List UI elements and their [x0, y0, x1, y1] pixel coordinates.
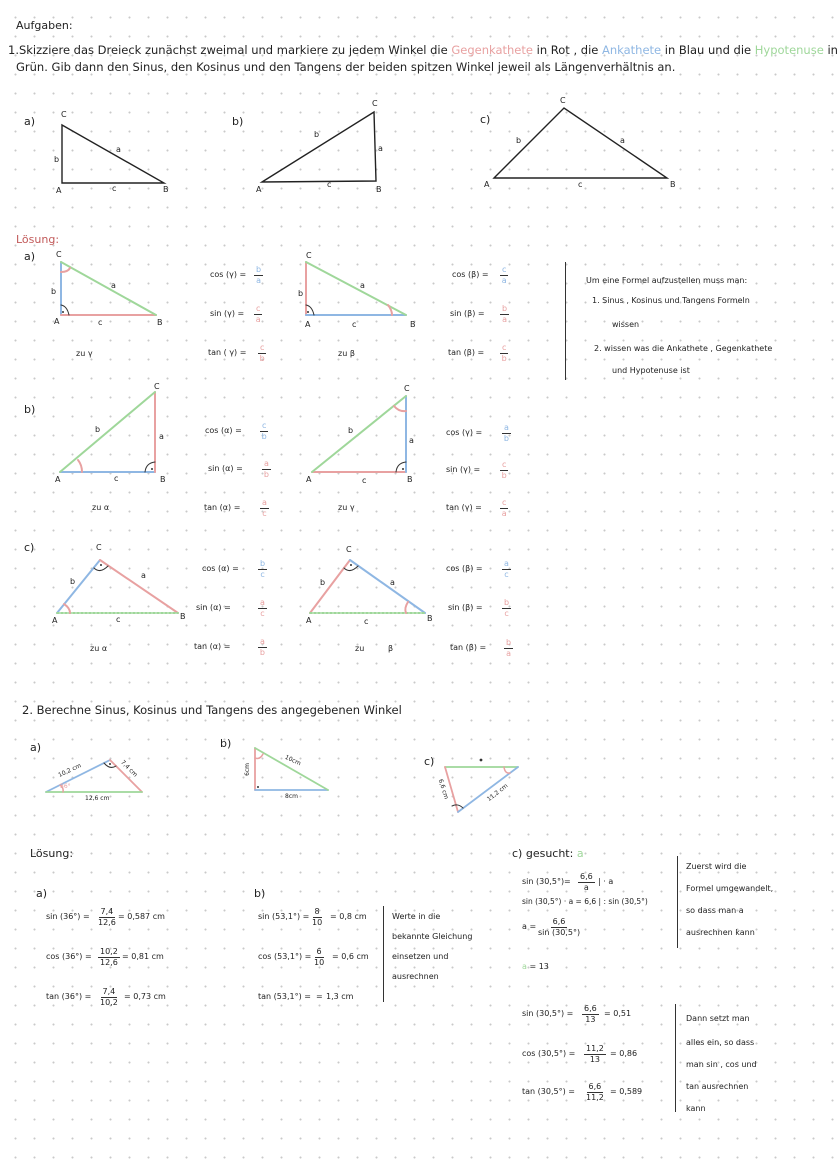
- sol-c-left-dot: [100, 564, 102, 566]
- num: 7,4: [100, 907, 114, 916]
- t2a-angle: 36°: [60, 783, 71, 790]
- sb-l-A: A: [55, 475, 61, 484]
- t2c-angle-mark: [504, 767, 510, 773]
- fn: cos (α) =: [205, 426, 242, 435]
- num: a: [260, 598, 265, 607]
- fn: tan (α) =: [194, 642, 231, 651]
- sol-c-right-caption: zu: [355, 644, 365, 653]
- sol-a-right-caption: zu β: [338, 349, 355, 358]
- task1-mid1: in Rot , die: [536, 43, 599, 57]
- sol-b-right-angle-gamma: [394, 406, 406, 411]
- den: b: [259, 648, 265, 657]
- fn: cos (β) =: [446, 564, 483, 573]
- sol2c-l3-frac: [538, 918, 580, 937]
- sol-b-right-side-b: [312, 396, 406, 472]
- sb-l-a: a: [159, 432, 164, 441]
- sb-r-c: c: [362, 476, 367, 485]
- den: b: [503, 434, 509, 443]
- num: a: [264, 459, 269, 468]
- sa-r-C: C: [306, 251, 312, 260]
- frac: [258, 344, 266, 363]
- sol-c-right-side-a: [350, 560, 425, 613]
- num: c: [502, 265, 507, 274]
- task1-triangle-b: [262, 112, 376, 182]
- sol1-label-b: b): [24, 403, 36, 416]
- den: a: [502, 315, 507, 324]
- num: c: [262, 421, 267, 430]
- t2c-dot: [480, 759, 483, 762]
- num: b: [502, 304, 508, 313]
- frac: [262, 460, 271, 479]
- sol-b-right-right-angle: [396, 462, 406, 472]
- frac: [98, 908, 116, 927]
- res: = 0,6 cm: [332, 952, 369, 961]
- num: 6,6: [552, 917, 566, 926]
- task1-end: in: [827, 43, 838, 57]
- sol2c-note1-line: so dass man a: [686, 906, 744, 915]
- t2a-label-left: 10,2 cm: [57, 762, 83, 779]
- t1c-side-b: b: [516, 136, 522, 145]
- sol2c-l1-op: | · a: [598, 877, 614, 886]
- sol2c-header-text: c) gesucht:: [512, 847, 574, 860]
- note1-item1b: wissen: [612, 320, 640, 329]
- fn: tan (36°) =: [46, 992, 92, 1001]
- sol2b-tan-eq: =: [316, 992, 323, 1001]
- task1-mid2: in Blau und die: [664, 43, 752, 57]
- task1-label-b: b): [232, 115, 244, 128]
- task1-text-line1: [8, 44, 838, 57]
- res: = 0,81 cm: [122, 952, 164, 961]
- num: c: [256, 304, 261, 313]
- t1a-side-a: a: [116, 145, 121, 154]
- sol2b-note-line: einsetzen und: [392, 952, 449, 961]
- fn: sin (β) =: [448, 603, 483, 612]
- sol2c-note2-line: tan ausrechnen: [686, 1082, 749, 1091]
- sol-b-left-angle-alpha: [78, 460, 82, 472]
- sol-c-left-angle-alpha: [64, 604, 70, 613]
- t1a-side-c: c: [112, 184, 117, 193]
- sol2c-divider1: [677, 856, 678, 948]
- den: c: [260, 609, 265, 618]
- frac: [586, 1083, 604, 1102]
- res: = 0,587 cm: [118, 912, 165, 921]
- fn: sin (γ) =: [210, 309, 245, 318]
- sb-l-B: B: [160, 475, 166, 484]
- sol-c-right-dot: [350, 564, 352, 566]
- den: b: [263, 470, 269, 479]
- t1c-vertex-C: C: [560, 96, 566, 105]
- num: b: [256, 265, 262, 274]
- num: a: [260, 637, 265, 646]
- den: 10: [314, 958, 325, 967]
- sol-c-left-caption: zu α: [90, 644, 108, 653]
- fn: sin (53,1°) =: [258, 912, 310, 921]
- note1-item2b: und Hypotenuse ist: [612, 366, 690, 375]
- t1c-side-a: a: [620, 136, 625, 145]
- fn: tan (β) =: [450, 643, 487, 652]
- num: 6,6: [580, 872, 593, 881]
- frac: [100, 988, 118, 1007]
- num: 7,4: [102, 987, 116, 996]
- task1-prefix: 1.Skizziere das Dreieck zunächst zweimal und markiere zu jedem Winkel die: [8, 43, 448, 57]
- den: b: [501, 471, 507, 480]
- sc-l-C: C: [96, 543, 102, 552]
- fn: sin (36°) =: [46, 912, 90, 921]
- sc-l-a: a: [141, 571, 146, 580]
- num: a: [504, 559, 509, 568]
- sc-l-b: b: [70, 577, 76, 586]
- sol2c-l2: sin (30,5°) · a = 6,6 | : sin (30,5°): [522, 897, 648, 906]
- sol-b-left-side-b: [60, 392, 155, 472]
- fn: cos (α) =: [202, 564, 239, 573]
- num: c: [502, 498, 507, 507]
- fn: sin (30,5°) =: [522, 1009, 574, 1018]
- t1b-vertex-C: C: [372, 99, 378, 108]
- note1-line1: Um eine Formel aufzustellen muss man:: [586, 276, 748, 285]
- frac: [258, 560, 267, 579]
- frac: [502, 560, 511, 579]
- t1a-vertex-A: A: [56, 186, 62, 195]
- sol-b-left-dot: [151, 468, 153, 470]
- sol2c-header: [512, 848, 584, 861]
- sol2c-note2-line: alles ein, so dass: [686, 1038, 755, 1047]
- sa-r-B: B: [410, 320, 416, 329]
- sb-r-b: b: [348, 426, 354, 435]
- den: c: [504, 570, 509, 579]
- frac: [500, 344, 508, 363]
- sb-l-b: b: [95, 425, 101, 434]
- sol2c-note1-line: ausrechnen kann: [686, 928, 755, 937]
- num: b: [506, 638, 512, 647]
- task2-label-c: c): [424, 755, 435, 768]
- den: 10,2: [100, 998, 118, 1007]
- sol-a-right-dot: [307, 311, 309, 313]
- task1-text-line2: Grün. Gib dann den Sinus, den Kosinus und den Tangens der beiden spitzen Winkel jeweil als Längenverhältnis an.: [16, 60, 676, 74]
- frac: [584, 1045, 606, 1064]
- fn: sin (γ) =: [446, 465, 481, 474]
- fn: sin (α) =: [196, 603, 231, 612]
- num: b: [504, 598, 510, 607]
- sol2b-note-line: Werte in die: [392, 912, 441, 921]
- num: 11,2: [586, 1044, 604, 1053]
- sc-r-a: a: [390, 578, 395, 587]
- sol-a-left-angle-gamma: [61, 268, 70, 272]
- fn: cos (γ) =: [210, 270, 247, 279]
- sol2c-divider2: [675, 1004, 676, 1112]
- frac: [500, 499, 508, 518]
- t1b-side-a: a: [378, 144, 383, 153]
- sol2c-note2-line: Dann setzt man: [686, 1014, 750, 1023]
- sa-r-a: a: [360, 281, 365, 290]
- den: b: [261, 432, 267, 441]
- sol-b-left-caption: zu α: [92, 503, 110, 512]
- t1b-vertex-B: B: [376, 185, 382, 194]
- sol2c-l4-val: = 13: [529, 962, 549, 971]
- task2-label-b: b): [220, 737, 232, 750]
- t1c-vertex-B: B: [670, 180, 676, 189]
- sol2b-divider: [383, 906, 384, 1002]
- sol-a-right-right-angle: [306, 305, 314, 315]
- task2-label-a: a): [30, 741, 42, 754]
- sol-a-left-dot: [62, 311, 64, 313]
- sol-a-left-side-a: [61, 262, 156, 315]
- frac: [312, 908, 322, 927]
- sa-l-c: c: [98, 318, 103, 327]
- sol-a-left-right-angle: [61, 305, 69, 315]
- note1-item1a: 1. Sinus , Kosinus und Tangens Formeln: [592, 296, 750, 305]
- res: 1,3 cm: [326, 992, 354, 1001]
- t1b-vertex-A: A: [256, 185, 262, 194]
- num: c: [502, 343, 507, 352]
- t1c-side-c: c: [578, 180, 583, 189]
- fn: cos (36°) =: [46, 952, 92, 961]
- den: a: [501, 509, 507, 518]
- word-gegenkathete: Gegenkathete: [451, 43, 533, 57]
- word-ankathete: Ankathete: [602, 43, 662, 57]
- sol-b-left-right-angle: [145, 462, 155, 472]
- num: c: [260, 343, 265, 352]
- sc-l-c: c: [116, 615, 121, 624]
- sb-l-c: c: [114, 474, 119, 483]
- num: 8: [314, 907, 320, 916]
- frac: [258, 599, 267, 618]
- sol2c-l4-var: a: [522, 962, 527, 971]
- sol-b-right-dot: [402, 468, 404, 470]
- sa-r-b: b: [298, 289, 304, 298]
- t2b-dot: [257, 786, 259, 788]
- frac: [500, 461, 508, 480]
- sc-r-C: C: [346, 545, 352, 554]
- sc-l-A: A: [52, 616, 58, 625]
- fn: cos (30,5°) =: [522, 1049, 576, 1058]
- frac: [254, 266, 263, 285]
- sa-l-b: b: [51, 287, 57, 296]
- loesung1-title: Lösung:: [16, 233, 60, 246]
- den: a: [583, 883, 589, 892]
- fn: cos (53,1°) =: [258, 952, 312, 961]
- frac: [500, 266, 508, 285]
- sol2b-note-line: bekannte Gleichung: [392, 932, 473, 941]
- t1b-side-c: c: [327, 180, 332, 189]
- sol2c-header-var: a: [576, 847, 584, 860]
- t1a-vertex-B: B: [163, 185, 169, 194]
- note1-divider: [565, 262, 566, 380]
- frac: [504, 639, 513, 658]
- num: a: [262, 498, 267, 507]
- sol2c-note1-line: Formel umgewandelt,: [686, 884, 774, 893]
- sol2c-note2-line: man sin , cos und: [686, 1060, 757, 1069]
- fn: tan (β) =: [448, 348, 485, 357]
- den: b: [259, 354, 265, 363]
- num: 6: [316, 947, 322, 956]
- t2b-angle-mark: [255, 754, 263, 759]
- den: a: [255, 315, 261, 324]
- res: = 0,589: [610, 1087, 643, 1096]
- sol2c-note1-line: Zuerst wird die: [686, 862, 747, 871]
- sol2c-note2-line: kann: [686, 1104, 706, 1113]
- t2a-label-right: 7,4 cm: [119, 759, 139, 779]
- sol-c-right-angle-beta: [405, 602, 408, 613]
- fn: cos (γ) =: [446, 428, 483, 437]
- den: sin (30,5°): [538, 928, 581, 937]
- fn: tan (53,1°) =: [258, 992, 311, 1001]
- frac: [500, 305, 509, 324]
- task2-title: 2. Berechne Sinus, Kosinus und Tangens des angegebenen Winkel: [22, 703, 402, 717]
- fn: sin (α) =: [208, 464, 243, 473]
- t1a-side-b: b: [54, 155, 60, 164]
- sol2a-label: a): [36, 887, 48, 900]
- num: c: [502, 460, 507, 469]
- frac: [502, 599, 511, 618]
- sol2b-note-line: ausrechnen: [392, 972, 439, 981]
- sol2c-l1-frac: [578, 873, 595, 892]
- sb-r-a: a: [409, 436, 414, 445]
- res: = 0,73 cm: [124, 992, 166, 1001]
- frac: [314, 948, 324, 967]
- den: a: [501, 276, 507, 285]
- den: 12,6: [100, 958, 118, 967]
- sol-c-right-caption2: β: [388, 644, 394, 653]
- frac: [260, 422, 268, 441]
- frac: [254, 305, 262, 324]
- word-hypotenuse: Hypotenuse: [754, 43, 824, 57]
- fn: sin (β) =: [450, 309, 485, 318]
- fn: tan (α) =: [204, 503, 241, 512]
- fn: tan ( γ) =: [208, 348, 247, 357]
- num: b: [260, 559, 266, 568]
- sa-l-C: C: [56, 250, 62, 259]
- sol-b-right-caption: zu γ: [338, 503, 355, 512]
- sb-r-A: A: [306, 475, 312, 484]
- den: c: [262, 509, 267, 518]
- sol-c-left-side-a: [100, 560, 178, 613]
- fn: tan (30,5°) =: [522, 1087, 575, 1096]
- den: 12,6: [98, 918, 116, 927]
- den: c: [260, 570, 265, 579]
- t2a-dot: [109, 763, 111, 765]
- den: 10: [312, 918, 323, 927]
- res: = 0,86: [610, 1049, 638, 1058]
- heading: Aufgaben:: [16, 19, 73, 32]
- t2c-label-left: 6,6 cm: [436, 778, 450, 801]
- sol-a-right-side-a: [306, 262, 406, 315]
- den: 13: [589, 1055, 600, 1064]
- sc-r-A: A: [306, 616, 312, 625]
- sol2c-l3-lhs: a =: [522, 922, 537, 931]
- sol2c-l1-fn: sin (30,5°)=: [522, 877, 571, 886]
- sb-r-B: B: [407, 475, 413, 484]
- t2a-label-base: 12,6 cm: [85, 795, 110, 802]
- frac: [582, 1005, 599, 1024]
- num: 10,2: [100, 947, 118, 956]
- t2b-label-left: 6cm: [244, 762, 252, 776]
- sa-l-B: B: [157, 318, 163, 327]
- sc-l-B: B: [180, 612, 186, 621]
- sol2b-label: b): [254, 887, 266, 900]
- den: c: [504, 609, 509, 618]
- fn: tan (γ) =: [446, 503, 482, 512]
- task1-label-a: a): [24, 115, 36, 128]
- sb-r-C: C: [404, 384, 410, 393]
- frac: [98, 948, 120, 967]
- fn: cos (β) =: [452, 270, 489, 279]
- sa-l-A: A: [54, 317, 60, 326]
- den: 11,2: [586, 1093, 604, 1102]
- sc-r-b: b: [320, 578, 326, 587]
- den: b: [501, 354, 507, 363]
- sb-l-C: C: [154, 382, 160, 391]
- task1-label-c: c): [480, 113, 491, 126]
- sol1-label-a: a): [24, 250, 36, 263]
- frac: [258, 638, 267, 657]
- den: a: [506, 649, 511, 658]
- loesung2-title: Lösung:: [30, 847, 74, 860]
- sa-r-c: c: [352, 320, 357, 329]
- sc-r-B: B: [427, 614, 433, 623]
- t1c-vertex-A: A: [484, 180, 490, 189]
- task1-triangle-a: [62, 125, 164, 183]
- den: a: [256, 276, 261, 285]
- note1-item2a: 2. wissen was die Ankathete , Gegenkathete: [594, 344, 773, 353]
- sol-a-left-caption: zu γ: [76, 349, 93, 358]
- sol-c-left-right-angle: [94, 566, 108, 571]
- sc-r-c: c: [364, 617, 369, 626]
- num: 6,6: [584, 1004, 597, 1013]
- t2b-label-base: 8cm: [285, 793, 298, 800]
- den: 13: [585, 1015, 596, 1024]
- sa-r-A: A: [305, 320, 311, 329]
- t1b-side-b: b: [314, 130, 320, 139]
- sol2c-l4: [522, 962, 549, 971]
- t1a-vertex-C: C: [61, 110, 67, 119]
- t2b-side-hyp: [255, 748, 328, 790]
- res: = 0,51: [604, 1009, 632, 1018]
- num: a: [504, 423, 509, 432]
- t2c-label-right: 11,2 cm: [485, 782, 510, 803]
- res: = 0,8 cm: [330, 912, 367, 921]
- sa-l-a: a: [111, 281, 116, 290]
- num: 6,6: [588, 1082, 602, 1091]
- frac: [502, 424, 511, 443]
- sol1-label-c: c): [24, 541, 35, 554]
- t2b-label-top: 10cm: [283, 753, 302, 768]
- frac: [260, 499, 269, 518]
